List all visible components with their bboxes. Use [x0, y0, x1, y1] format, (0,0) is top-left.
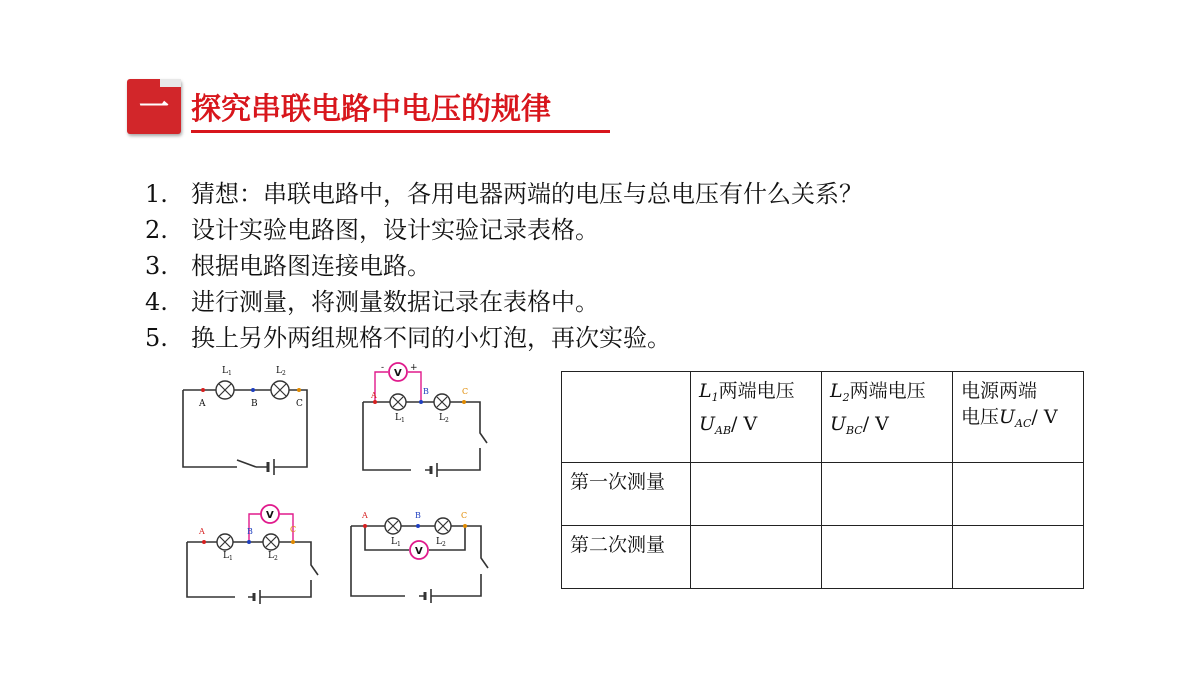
point-label-b: B — [423, 387, 429, 396]
voltmeter-label: V — [394, 368, 402, 379]
badge-tab-decoration — [160, 79, 181, 87]
table-cell — [953, 526, 1084, 589]
voltmeter-label: V — [415, 546, 423, 557]
step-number: 3. — [145, 252, 168, 280]
section-number-badge — [127, 79, 181, 134]
table-cell — [953, 463, 1084, 526]
step-number: 2. — [145, 216, 168, 244]
step-item — [145, 248, 863, 284]
voltmeter-plus: + — [410, 363, 418, 373]
steps-list — [145, 176, 863, 356]
header-text: 两端电压 — [718, 380, 795, 402]
table-header-row — [562, 372, 1084, 463]
header-unit: / V — [731, 413, 758, 435]
lamp-label: L — [395, 413, 401, 423]
table-cell — [822, 526, 953, 589]
point-label-a: A — [199, 527, 205, 536]
step-number: 4. — [145, 288, 168, 316]
section-number: 一 — [139, 90, 169, 125]
table-header-bc — [822, 372, 953, 463]
header-symbol: U — [699, 413, 716, 435]
step-number: 5. — [145, 324, 168, 352]
lamp-label: L — [391, 537, 397, 547]
lamp-subscript: 2 — [282, 370, 286, 377]
header-unit: / V — [862, 413, 889, 435]
point-label-c: C — [462, 387, 469, 396]
voltmeter-minus: - — [381, 363, 385, 373]
lamp-subscript: 2 — [442, 541, 446, 548]
lamp-label: L — [223, 551, 229, 561]
point-label-c: C — [290, 525, 297, 534]
step-text: 根据电路图连接电路。 — [191, 252, 431, 280]
lamp-subscript: 1 — [228, 370, 232, 377]
table-row — [562, 526, 1084, 589]
step-item — [145, 212, 863, 248]
circuit-diagram-voltmeter-l2 — [187, 505, 318, 604]
lamp-label: L — [268, 551, 274, 561]
point-label-c: C — [296, 399, 303, 409]
point-label-b: B — [247, 527, 253, 536]
header-subscript: BC — [846, 424, 863, 437]
lamp-label: L — [222, 366, 228, 376]
table-header-ac — [953, 372, 1084, 463]
step-item — [145, 284, 863, 320]
header-subscript: 2 — [842, 391, 850, 404]
header-text: 两端电压 — [849, 380, 926, 402]
step-item — [145, 176, 863, 212]
table-cell — [691, 463, 822, 526]
point-label-a: A — [371, 391, 377, 400]
lamp-subscript: 1 — [397, 541, 401, 548]
table-header-ab — [691, 372, 822, 463]
header-subscript: 1 — [711, 391, 719, 404]
lamp-subscript: 1 — [229, 555, 233, 562]
step-item — [145, 320, 863, 356]
header-symbol: L — [699, 380, 712, 402]
header-symbol: L — [830, 380, 843, 402]
point-label-b: B — [251, 399, 258, 409]
point-label-b: B — [415, 511, 421, 520]
lamp-label: L — [276, 366, 282, 376]
step-text: 进行测量，将测量数据记录在表格中。 — [191, 288, 599, 316]
circuit-diagrams — [175, 360, 505, 605]
title-underline — [191, 130, 610, 133]
point-label-a: A — [362, 511, 368, 520]
header-symbol: U — [999, 406, 1016, 428]
row-label: 第二次测量 — [562, 526, 691, 589]
header-unit: / V — [1031, 406, 1058, 428]
section-title: 探究串联电路中电压的规律 — [191, 92, 551, 127]
circuit-diagram-basic — [183, 366, 307, 475]
record-table — [561, 371, 1084, 589]
circuit-diagram-voltmeter-l1 — [363, 363, 487, 477]
lamp-subscript: 2 — [445, 417, 449, 424]
table-row — [562, 463, 1084, 526]
table-header-empty — [562, 372, 691, 463]
step-number: 1. — [145, 180, 168, 208]
header-symbol: U — [830, 413, 847, 435]
step-text: 换上另外两组规格不同的小灯泡，再次实验。 — [191, 324, 671, 352]
table-cell — [691, 526, 822, 589]
lamp-label: L — [439, 413, 445, 423]
header-subscript: AC — [1015, 417, 1032, 430]
row-label: 第一次测量 — [562, 463, 691, 526]
table-cell — [822, 463, 953, 526]
lamp-label: L — [436, 537, 442, 547]
point-label-a: A — [199, 399, 206, 409]
lamp-subscript: 1 — [401, 417, 405, 424]
step-text: 设计实验电路图，设计实验记录表格。 — [191, 216, 599, 244]
header-text: 电压 — [961, 406, 1000, 428]
point-label-c: C — [461, 511, 468, 520]
lamp-subscript: 2 — [274, 555, 278, 562]
voltmeter-label: V — [266, 510, 274, 521]
header-subscript: AB — [715, 424, 732, 437]
header-text: 电源两端 — [961, 380, 1038, 402]
step-text: 猜想：串联电路中，各用电器两端的电压与总电压有什么关系？ — [191, 180, 863, 208]
circuit-diagram-voltmeter-total — [351, 511, 488, 603]
